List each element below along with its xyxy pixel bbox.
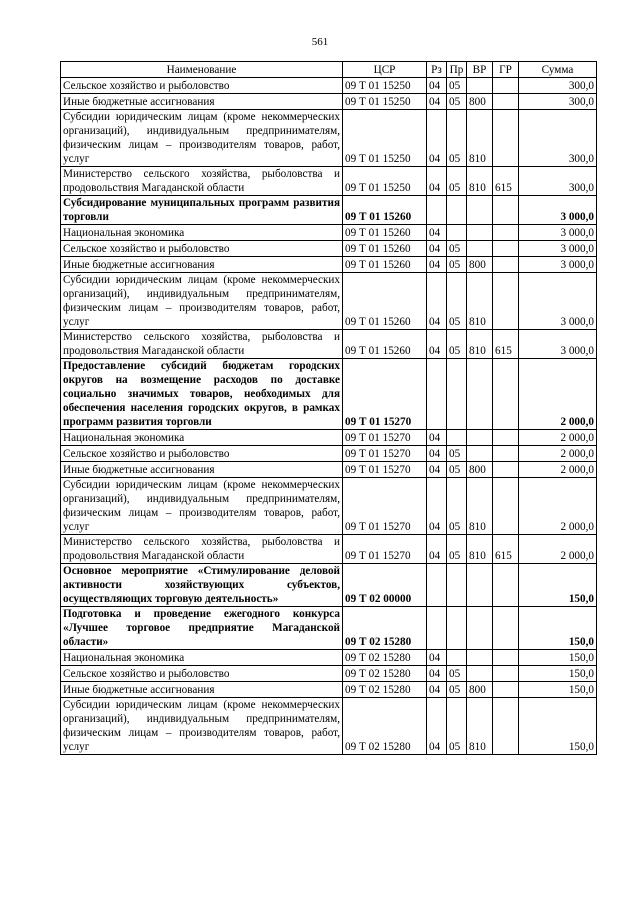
cell-sum: 3 000,0: [519, 241, 597, 257]
cell-csr: 09 Т 01 15270: [343, 446, 427, 462]
cell-gr: [493, 462, 519, 478]
cell-name: Основное мероприятие «Стимулирование деловой активности хозяйствующих субъектов, осуществляющих торговую деятельность»: [61, 564, 343, 607]
cell-pr: 05: [447, 666, 467, 682]
cell-vr: 810: [467, 535, 493, 564]
cell-pr: 05: [447, 257, 467, 273]
cell-csr: 09 Т 01 15260: [343, 225, 427, 241]
table-row: [61, 359, 597, 430]
cell-gr: [493, 430, 519, 446]
table-row: [61, 607, 597, 650]
cell-csr: 09 Т 02 15280: [343, 607, 427, 650]
cell-gr: [493, 666, 519, 682]
cell-sum: 2 000,0: [519, 462, 597, 478]
cell-csr: 09 Т 01 15250: [343, 167, 427, 196]
cell-vr: [467, 446, 493, 462]
cell-rz: 04: [427, 682, 447, 698]
cell-gr: [493, 682, 519, 698]
table-row: [61, 535, 597, 564]
cell-sum: 150,0: [519, 698, 597, 755]
cell-name: Сельское хозяйство и рыболовство: [61, 666, 343, 682]
cell-name: Субсидии юридическим лицам (кроме некоммерческих организаций), индивидуальным предпринимателям, физическим лицам – производителям товаров, работ, услуг: [61, 698, 343, 755]
table-header-row: [61, 62, 597, 78]
cell-sum: 3 000,0: [519, 196, 597, 225]
cell-pr: [447, 225, 467, 241]
header-csr: ЦСР: [343, 62, 427, 78]
cell-rz: 04: [427, 650, 447, 666]
cell-sum: 3 000,0: [519, 330, 597, 359]
cell-name: Сельское хозяйство и рыболовство: [61, 78, 343, 94]
cell-name: Иные бюджетные ассигнования: [61, 682, 343, 698]
cell-gr: [493, 564, 519, 607]
cell-vr: 800: [467, 682, 493, 698]
cell-vr: 810: [467, 330, 493, 359]
cell-pr: 05: [447, 535, 467, 564]
cell-sum: 300,0: [519, 167, 597, 196]
cell-vr: [467, 225, 493, 241]
cell-gr: [493, 225, 519, 241]
cell-gr: [493, 359, 519, 430]
cell-name: Предоставление субсидий бюджетам городских округов на возмещение расходов по доставке социально значимых товаров, необходимых для обеспечения населения городских округов, в рамках программ развития торговли: [61, 359, 343, 430]
cell-vr: 800: [467, 257, 493, 273]
cell-name: Министерство сельского хозяйства, рыболовства и продовольствия Магаданской области: [61, 167, 343, 196]
cell-name: Национальная экономика: [61, 430, 343, 446]
cell-sum: 150,0: [519, 682, 597, 698]
cell-rz: 04: [427, 94, 447, 110]
cell-csr: 09 Т 01 15250: [343, 78, 427, 94]
table-row: [61, 650, 597, 666]
table-row: [61, 666, 597, 682]
cell-csr: 09 Т 01 15250: [343, 110, 427, 167]
cell-sum: 150,0: [519, 666, 597, 682]
cell-rz: [427, 607, 447, 650]
cell-csr: 09 Т 01 15260: [343, 196, 427, 225]
table-row: [61, 257, 597, 273]
cell-pr: 05: [447, 682, 467, 698]
table-body: [61, 78, 597, 755]
cell-name: Субсидирование муниципальных программ развития торговли: [61, 196, 343, 225]
cell-vr: [467, 359, 493, 430]
cell-csr: 09 Т 01 15260: [343, 273, 427, 330]
header-name: Наименование: [61, 62, 343, 78]
cell-vr: [467, 607, 493, 650]
header-gr: ГР: [493, 62, 519, 78]
cell-pr: 05: [447, 478, 467, 535]
cell-pr: 05: [447, 330, 467, 359]
cell-gr: [493, 196, 519, 225]
cell-vr: [467, 564, 493, 607]
cell-rz: 04: [427, 241, 447, 257]
cell-name: Сельское хозяйство и рыболовство: [61, 241, 343, 257]
cell-name: Иные бюджетные ассигнования: [61, 257, 343, 273]
cell-pr: 05: [447, 698, 467, 755]
cell-name: Национальная экономика: [61, 225, 343, 241]
cell-pr: [447, 607, 467, 650]
cell-gr: [493, 698, 519, 755]
cell-sum: 300,0: [519, 110, 597, 167]
cell-pr: 05: [447, 462, 467, 478]
cell-sum: 150,0: [519, 564, 597, 607]
header-pr: Пр: [447, 62, 467, 78]
cell-rz: 04: [427, 666, 447, 682]
cell-rz: 04: [427, 257, 447, 273]
cell-vr: [467, 78, 493, 94]
table-row: [61, 682, 597, 698]
cell-sum: 2 000,0: [519, 446, 597, 462]
cell-gr: 615: [493, 167, 519, 196]
cell-csr: 09 Т 01 15270: [343, 430, 427, 446]
cell-sum: 2 000,0: [519, 478, 597, 535]
table-row: [61, 478, 597, 535]
cell-name: Иные бюджетные ассигнования: [61, 462, 343, 478]
cell-vr: [467, 196, 493, 225]
cell-pr: [447, 196, 467, 225]
cell-rz: 04: [427, 273, 447, 330]
table-row: [61, 564, 597, 607]
cell-pr: 05: [447, 241, 467, 257]
cell-csr: 09 Т 01 15260: [343, 330, 427, 359]
cell-csr: 09 Т 01 15260: [343, 257, 427, 273]
cell-name: Сельское хозяйство и рыболовство: [61, 446, 343, 462]
cell-pr: 05: [447, 167, 467, 196]
cell-rz: 04: [427, 330, 447, 359]
cell-pr: 05: [447, 446, 467, 462]
table-row: [61, 446, 597, 462]
cell-sum: 150,0: [519, 650, 597, 666]
cell-rz: [427, 359, 447, 430]
cell-rz: 04: [427, 78, 447, 94]
cell-gr: [493, 607, 519, 650]
cell-rz: 04: [427, 430, 447, 446]
cell-sum: 150,0: [519, 607, 597, 650]
cell-rz: 04: [427, 446, 447, 462]
cell-csr: 09 Т 01 15270: [343, 359, 427, 430]
cell-sum: 2 000,0: [519, 535, 597, 564]
cell-pr: 05: [447, 78, 467, 94]
cell-rz: [427, 196, 447, 225]
cell-pr: [447, 430, 467, 446]
cell-name: Субсидии юридическим лицам (кроме некоммерческих организаций), индивидуальным предпринимателям, физическим лицам – производителям товаров, работ, услуг: [61, 110, 343, 167]
table-row: [61, 225, 597, 241]
cell-csr: 09 Т 02 00000: [343, 564, 427, 607]
cell-pr: 05: [447, 273, 467, 330]
cell-name: Субсидии юридическим лицам (кроме некоммерческих организаций), индивидуальным предпринимателям, физическим лицам – производителям товаров, работ, услуг: [61, 273, 343, 330]
cell-vr: [467, 241, 493, 257]
header-rz: Рз: [427, 62, 447, 78]
table-row: [61, 430, 597, 446]
cell-vr: 810: [467, 698, 493, 755]
table-row: [61, 273, 597, 330]
cell-gr: 615: [493, 535, 519, 564]
cell-pr: [447, 564, 467, 607]
cell-gr: [493, 78, 519, 94]
cell-csr: 09 Т 01 15270: [343, 462, 427, 478]
cell-rz: 04: [427, 698, 447, 755]
cell-vr: 810: [467, 273, 493, 330]
cell-vr: [467, 430, 493, 446]
cell-vr: 800: [467, 462, 493, 478]
cell-sum: 300,0: [519, 78, 597, 94]
table-row: [61, 78, 597, 94]
table-row: [61, 110, 597, 167]
table-row: [61, 330, 597, 359]
cell-gr: [493, 94, 519, 110]
cell-csr: 09 Т 02 15280: [343, 698, 427, 755]
cell-csr: 09 Т 02 15280: [343, 650, 427, 666]
cell-name: Субсидии юридическим лицам (кроме некоммерческих организаций), индивидуальным предпринимателям, физическим лицам – производителям товаров, работ, услуг: [61, 478, 343, 535]
cell-gr: [493, 241, 519, 257]
budget-table: [60, 61, 597, 755]
page-number: 561: [311, 36, 329, 48]
cell-rz: 04: [427, 462, 447, 478]
cell-name: Национальная экономика: [61, 650, 343, 666]
table-row: [61, 196, 597, 225]
cell-name: Иные бюджетные ассигнования: [61, 94, 343, 110]
cell-gr: [493, 478, 519, 535]
cell-vr: 810: [467, 478, 493, 535]
cell-pr: 05: [447, 94, 467, 110]
cell-vr: 800: [467, 94, 493, 110]
cell-name: Министерство сельского хозяйства, рыболовства и продовольствия Магаданской области: [61, 330, 343, 359]
cell-gr: [493, 257, 519, 273]
cell-rz: 04: [427, 535, 447, 564]
cell-rz: 04: [427, 478, 447, 535]
cell-gr: [493, 650, 519, 666]
cell-gr: 615: [493, 330, 519, 359]
cell-csr: 09 Т 01 15250: [343, 94, 427, 110]
cell-rz: 04: [427, 167, 447, 196]
cell-pr: 05: [447, 110, 467, 167]
cell-gr: [493, 110, 519, 167]
cell-rz: 04: [427, 110, 447, 167]
cell-gr: [493, 446, 519, 462]
table-row: [61, 241, 597, 257]
cell-vr: [467, 650, 493, 666]
cell-rz: 04: [427, 225, 447, 241]
header-sum: Сумма: [519, 62, 597, 78]
cell-vr: [467, 666, 493, 682]
cell-sum: 300,0: [519, 94, 597, 110]
cell-csr: 09 Т 02 15280: [343, 666, 427, 682]
cell-gr: [493, 273, 519, 330]
cell-sum: 3 000,0: [519, 225, 597, 241]
table-row: [61, 698, 597, 755]
table-row: [61, 94, 597, 110]
header-vr: ВР: [467, 62, 493, 78]
cell-sum: 2 000,0: [519, 430, 597, 446]
table-row: [61, 167, 597, 196]
cell-sum: 3 000,0: [519, 273, 597, 330]
table-row: [61, 462, 597, 478]
cell-sum: 2 000,0: [519, 359, 597, 430]
cell-csr: 09 Т 01 15270: [343, 478, 427, 535]
cell-name: Министерство сельского хозяйства, рыболовства и продовольствия Магаданской области: [61, 535, 343, 564]
cell-pr: [447, 650, 467, 666]
cell-vr: 810: [467, 110, 493, 167]
cell-sum: 3 000,0: [519, 257, 597, 273]
cell-vr: 810: [467, 167, 493, 196]
cell-csr: 09 Т 01 15270: [343, 535, 427, 564]
cell-name: Подготовка и проведение ежегодного конкурса «Лучшее торговое предприятие Магаданской области»: [61, 607, 343, 650]
cell-csr: 09 Т 01 15260: [343, 241, 427, 257]
cell-csr: 09 Т 02 15280: [343, 682, 427, 698]
cell-pr: [447, 359, 467, 430]
cell-rz: [427, 564, 447, 607]
